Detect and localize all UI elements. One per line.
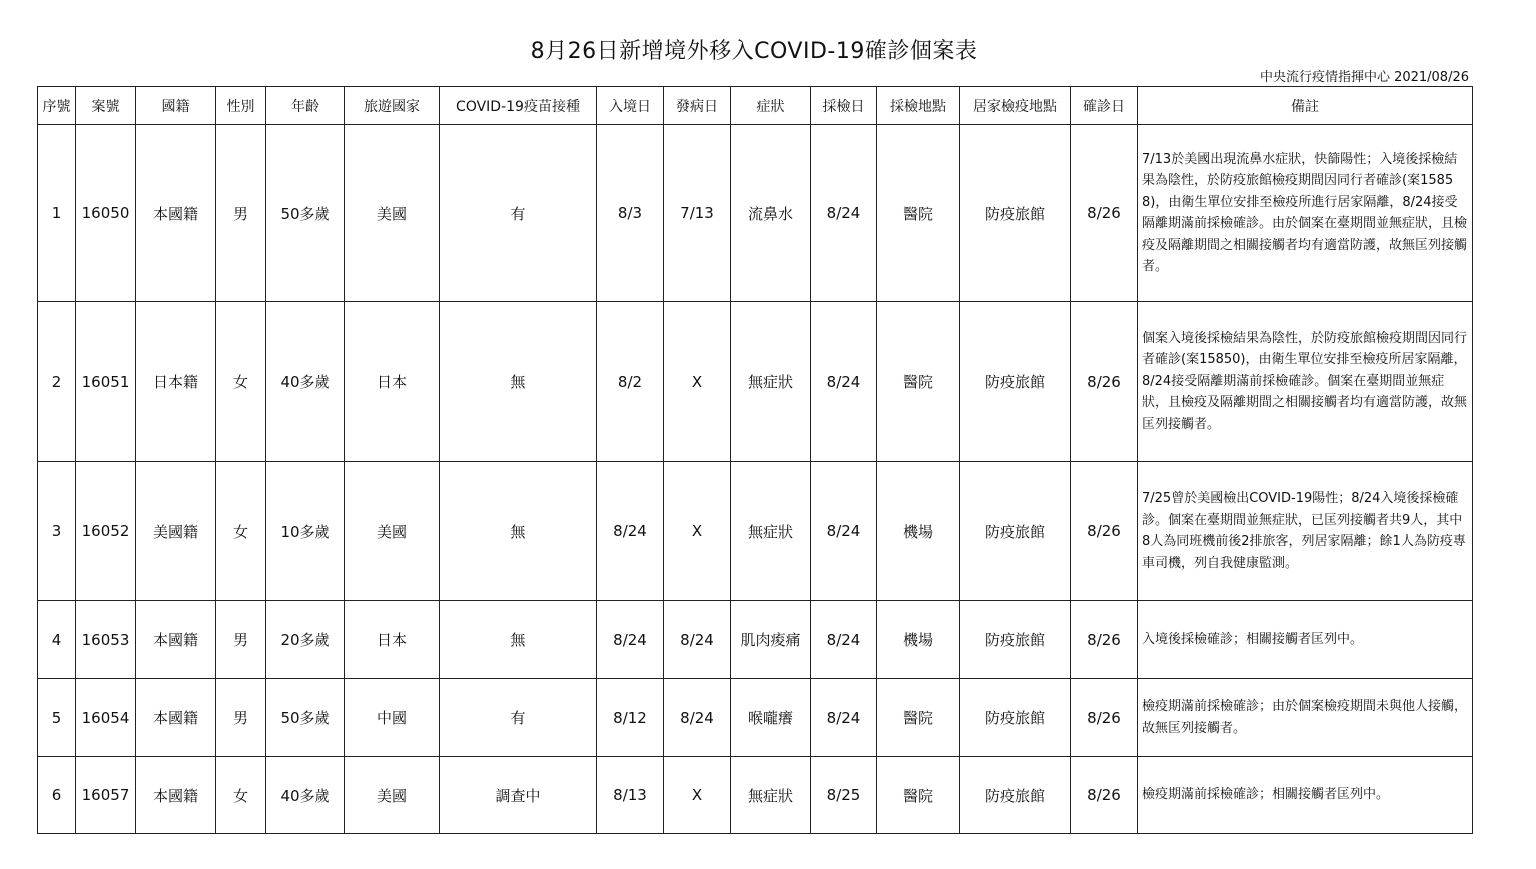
cell-symptom: 無症狀 [731,462,811,601]
cell-case: 16053 [76,601,136,679]
cell-confirm: 8/26 [1071,757,1138,834]
cell-travel: 日本 [345,302,440,462]
cell-sample: 8/24 [811,125,877,302]
cell-seq: 2 [38,302,76,462]
cell-onset: X [664,757,731,834]
cell-entry: 8/2 [597,302,664,462]
page-title: 8月26日新增境外移入COVID-19確診個案表 [530,39,978,64]
cell-note: 檢疫期滿前採檢確診；相關接觸者匡列中。 [1138,757,1473,834]
cell-sample: 8/25 [811,757,877,834]
cell-nationality: 日本籍 [136,302,216,462]
cell-vaccine: 無 [440,601,597,679]
cell-sample: 8/24 [811,679,877,757]
cell-vaccine: 有 [440,125,597,302]
cell-travel: 日本 [345,601,440,679]
cell-age: 10多歲 [266,462,345,601]
cell-onset: 7/13 [664,125,731,302]
cell-vaccine: 調查中 [440,757,597,834]
cell-confirm: 8/26 [1071,462,1138,601]
case-table [37,86,1473,834]
cell-quarantine: 防疫旅館 [960,125,1071,302]
cell-symptom: 無症狀 [731,302,811,462]
cell-case: 16052 [76,462,136,601]
cell-symptom: 肌肉痠痛 [731,601,811,679]
cell-seq: 6 [38,757,76,834]
cell-entry: 8/3 [597,125,664,302]
header-seq: 序號 [38,87,76,125]
header-sample: 採檢日 [811,87,877,125]
table-row [38,679,1473,757]
cell-quarantine: 防疫旅館 [960,462,1071,601]
table-row [38,462,1473,601]
cell-site: 醫院 [877,302,960,462]
issuer-date: 中央流行疫情指揮中心 2021/08/26 [1259,70,1469,85]
cell-nationality: 美國籍 [136,462,216,601]
cell-note: 7/13於美國出現流鼻水症狀，快篩陽性；入境後採檢結果為陰性，於防疫旅館檢疫期間因同行者確診(案15858)，由衛生單位安排至檢疫所進行居家隔離，8/24接受隔離期滿前採檢確診。由於個案在臺期間並無症狀，且檢疫及隔離期間之相關接觸者均有適當防護，故無匡列接觸者。 [1138,125,1473,302]
cell-sex: 女 [216,462,266,601]
header-entry: 入境日 [597,87,664,125]
cell-note: 7/25曾於美國檢出COVID-19陽性；8/24入境後採檢確診。個案在臺期間並無症狀，已匡列接觸者共9人，其中8人為同班機前後2排旅客，列居家隔離；餘1人為防疫專車司機，列自我健康監測。 [1138,462,1473,601]
cell-sex: 女 [216,757,266,834]
header-vaccine: COVID-19疫苗接種 [440,87,597,125]
header-nationality: 國籍 [136,87,216,125]
cell-sex: 男 [216,679,266,757]
cell-sex: 男 [216,125,266,302]
cell-site: 機場 [877,462,960,601]
cell-entry: 8/12 [597,679,664,757]
cell-quarantine: 防疫旅館 [960,302,1071,462]
cell-travel: 中國 [345,679,440,757]
cell-nationality: 本國籍 [136,601,216,679]
cell-onset: 8/24 [664,601,731,679]
cell-age: 40多歲 [266,757,345,834]
cell-symptom: 喉嚨癢 [731,679,811,757]
cell-onset: 8/24 [664,679,731,757]
cell-site: 機場 [877,601,960,679]
header-row [38,87,1473,125]
table-row [38,125,1473,302]
cell-confirm: 8/26 [1071,302,1138,462]
cell-case: 16051 [76,302,136,462]
cell-vaccine: 有 [440,679,597,757]
header-quarantine: 居家檢疫地點 [960,87,1071,125]
header-site: 採檢地點 [877,87,960,125]
header-travel: 旅遊國家 [345,87,440,125]
cell-onset: X [664,302,731,462]
cell-onset: X [664,462,731,601]
cell-note: 入境後採檢確診；相關接觸者匡列中。 [1138,601,1473,679]
header-sex: 性別 [216,87,266,125]
cell-site: 醫院 [877,125,960,302]
cell-sample: 8/24 [811,462,877,601]
cell-age: 50多歲 [266,125,345,302]
cell-entry: 8/24 [597,462,664,601]
header-symptom: 症狀 [731,87,811,125]
cell-nationality: 本國籍 [136,757,216,834]
cell-case: 16050 [76,125,136,302]
cell-note: 檢疫期滿前採檢確診；由於個案檢疫期間未與他人接觸，故無匡列接觸者。 [1138,679,1473,757]
cell-age: 40多歲 [266,302,345,462]
cell-sex: 男 [216,601,266,679]
cell-seq: 5 [38,679,76,757]
table-row [38,302,1473,462]
cell-vaccine: 無 [440,302,597,462]
cell-confirm: 8/26 [1071,601,1138,679]
cell-nationality: 本國籍 [136,679,216,757]
cell-confirm: 8/26 [1071,125,1138,302]
cell-quarantine: 防疫旅館 [960,679,1071,757]
cell-note: 個案入境後採檢結果為陰性，於防疫旅館檢疫期間因同行者確診(案15850)，由衛生單位安排至檢疫所居家隔離，8/24接受隔離期滿前採檢確診。個案在臺期間並無症狀，且檢疫及隔離期間之相關接觸者均有適當防護，故無匡列接觸者。 [1138,302,1473,462]
header-onset: 發病日 [664,87,731,125]
cell-entry: 8/24 [597,601,664,679]
cell-seq: 3 [38,462,76,601]
cell-sample: 8/24 [811,302,877,462]
cell-symptom: 流鼻水 [731,125,811,302]
cell-case: 16054 [76,679,136,757]
cell-sex: 女 [216,302,266,462]
cell-vaccine: 無 [440,462,597,601]
cell-travel: 美國 [345,757,440,834]
header-age: 年齡 [266,87,345,125]
cell-sample: 8/24 [811,601,877,679]
cell-quarantine: 防疫旅館 [960,757,1071,834]
cell-site: 醫院 [877,757,960,834]
cell-nationality: 本國籍 [136,125,216,302]
cell-quarantine: 防疫旅館 [960,601,1071,679]
cell-travel: 美國 [345,462,440,601]
cell-age: 50多歲 [266,679,345,757]
cell-symptom: 無症狀 [731,757,811,834]
cell-seq: 4 [38,601,76,679]
header-confirm: 確診日 [1071,87,1138,125]
table-row [38,601,1473,679]
cell-entry: 8/13 [597,757,664,834]
header-note: 備註 [1138,87,1473,125]
cell-site: 醫院 [877,679,960,757]
cell-age: 20多歲 [266,601,345,679]
cell-confirm: 8/26 [1071,679,1138,757]
table-row [38,757,1473,834]
cell-seq: 1 [38,125,76,302]
cell-case: 16057 [76,757,136,834]
header-case: 案號 [76,87,136,125]
cell-travel: 美國 [345,125,440,302]
